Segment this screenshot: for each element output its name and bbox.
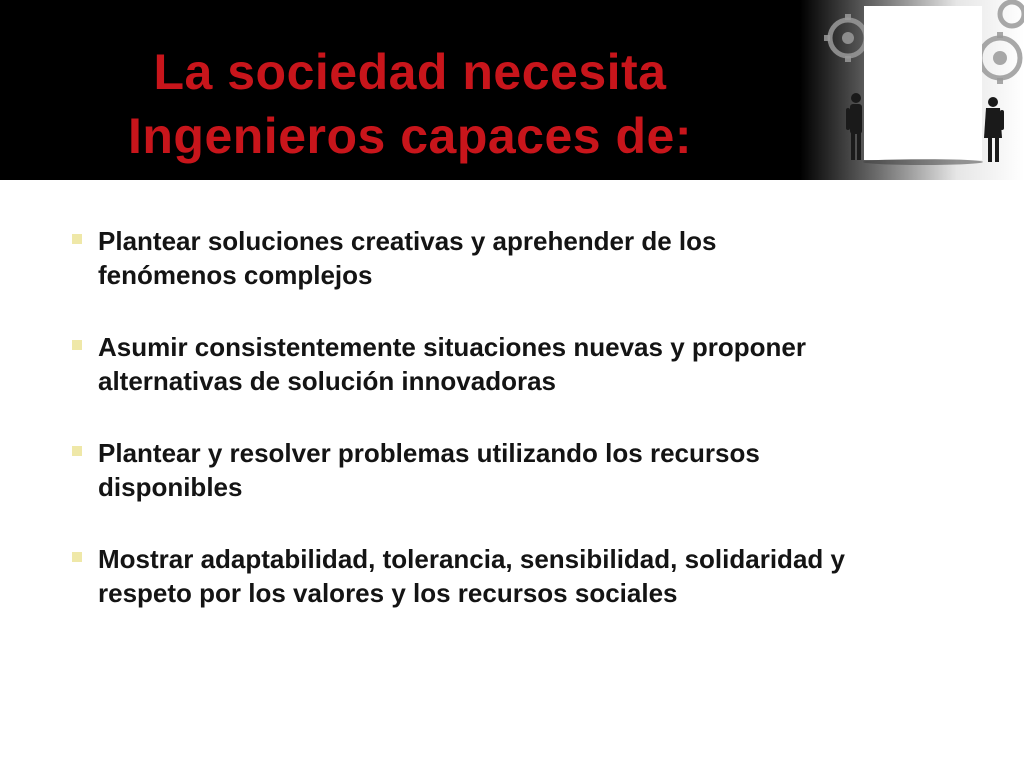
square-bullet-icon [72, 340, 82, 350]
title-line: La sociedad necesita [153, 44, 667, 100]
square-bullet-icon [72, 552, 82, 562]
bullet-list [70, 224, 970, 648]
bullet-text-line: Plantear y resolver problemas utilizando los recursos [98, 438, 760, 468]
bullet-text-line: Asumir consistentemente situaciones nuevas y proponer [98, 332, 806, 362]
square-bullet-icon [72, 446, 82, 456]
title-line: Ingenieros capaces de: [127, 108, 692, 164]
bullet-text-line: disponibles [98, 472, 243, 502]
header-illustration [800, 0, 1024, 180]
list-item [70, 224, 970, 292]
header-band [0, 0, 1024, 180]
business-people-gears-icon [800, 0, 1024, 180]
list-item [70, 330, 970, 398]
slide-title [0, 40, 820, 168]
bullet-text-line: fenómenos complejos [98, 260, 373, 290]
bullet-text-line: respeto por los valores y los recursos sociales [98, 578, 678, 608]
list-item [70, 542, 970, 610]
bullet-text-line: Mostrar adaptabilidad, tolerancia, sensibilidad, solidaridad y [98, 544, 845, 574]
bullet-text-line: Plantear soluciones creativas y aprehender de los [98, 226, 717, 256]
square-bullet-icon [72, 234, 82, 244]
list-item [70, 436, 970, 504]
bullet-text-line: alternativas de solución innovadoras [98, 366, 557, 396]
